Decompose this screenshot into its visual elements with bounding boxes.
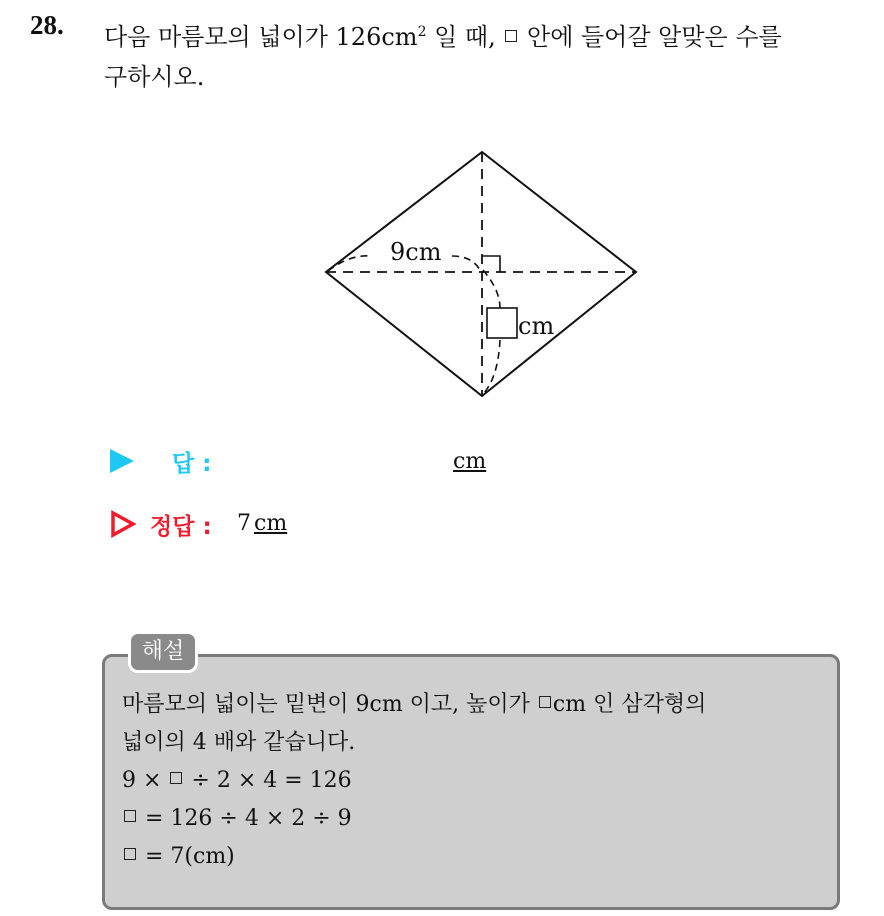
blank-box-icon: [170, 772, 182, 784]
solution-line-4: [122, 800, 834, 838]
rhombus-outline: [326, 152, 636, 396]
blank-box-icon: [124, 810, 136, 822]
correct-number: 7: [237, 511, 251, 536]
rhombus-svg: [310, 140, 660, 410]
question-text: [104, 12, 874, 97]
blank-box-icon: [487, 308, 517, 338]
solution-text: [122, 686, 834, 876]
question-text-part3: 안에 들어갈 알맞은 수를: [519, 23, 782, 51]
question-text-line2: 구하시오.: [104, 63, 205, 91]
answer-label: 답 :: [172, 451, 212, 477]
solution-line-2: 넓이의 4 배와 같습니다.: [122, 730, 356, 755]
question-text-part1: 다음 마름모의 넓이가 126cm: [104, 23, 418, 51]
solution-line-3a: 9 ×: [122, 768, 169, 793]
answer-unit: cm: [453, 449, 487, 474]
blank-box-icon: [124, 848, 136, 860]
correct-unit: cm: [254, 511, 288, 536]
blank-box-icon: [505, 30, 517, 42]
right-angle-mark: [482, 256, 500, 272]
brace-9cm-right: [452, 256, 480, 270]
solution-tab: 해설: [128, 631, 198, 673]
solution-line-5b: = 7(cm): [138, 844, 235, 869]
question-number: 28.: [30, 10, 64, 40]
solution-line-1b: cm 인 삼각형의: [552, 692, 707, 717]
area-superscript: 2: [417, 24, 427, 40]
label-cm: cm: [518, 312, 555, 340]
solution-line-3: [122, 762, 834, 800]
solution-line-5: [122, 838, 834, 876]
blank-box-icon: [539, 696, 551, 708]
solution-line-1: [122, 686, 834, 724]
brace-height: [483, 270, 500, 308]
rhombus-figure: [310, 140, 660, 410]
play-arrow-icon: [110, 449, 134, 473]
brace-height-lower: [483, 340, 500, 394]
correct-label: 정답 :: [150, 514, 212, 540]
correct-value: [237, 511, 287, 536]
outline-arrow-icon: [110, 510, 136, 538]
brace-9cm: [328, 256, 372, 271]
solution-line-1a: 마름모의 넓이는 밑변이 9cm 이고, 높이가: [122, 692, 537, 717]
solution-line-4b: = 126 ÷ 4 × 2 ÷ 9: [138, 806, 352, 831]
label-9cm: 9cm: [390, 238, 442, 266]
question-text-part2: 일 때,: [426, 23, 504, 51]
solution-line-3b: ÷ 2 × 4 = 126: [184, 768, 352, 793]
